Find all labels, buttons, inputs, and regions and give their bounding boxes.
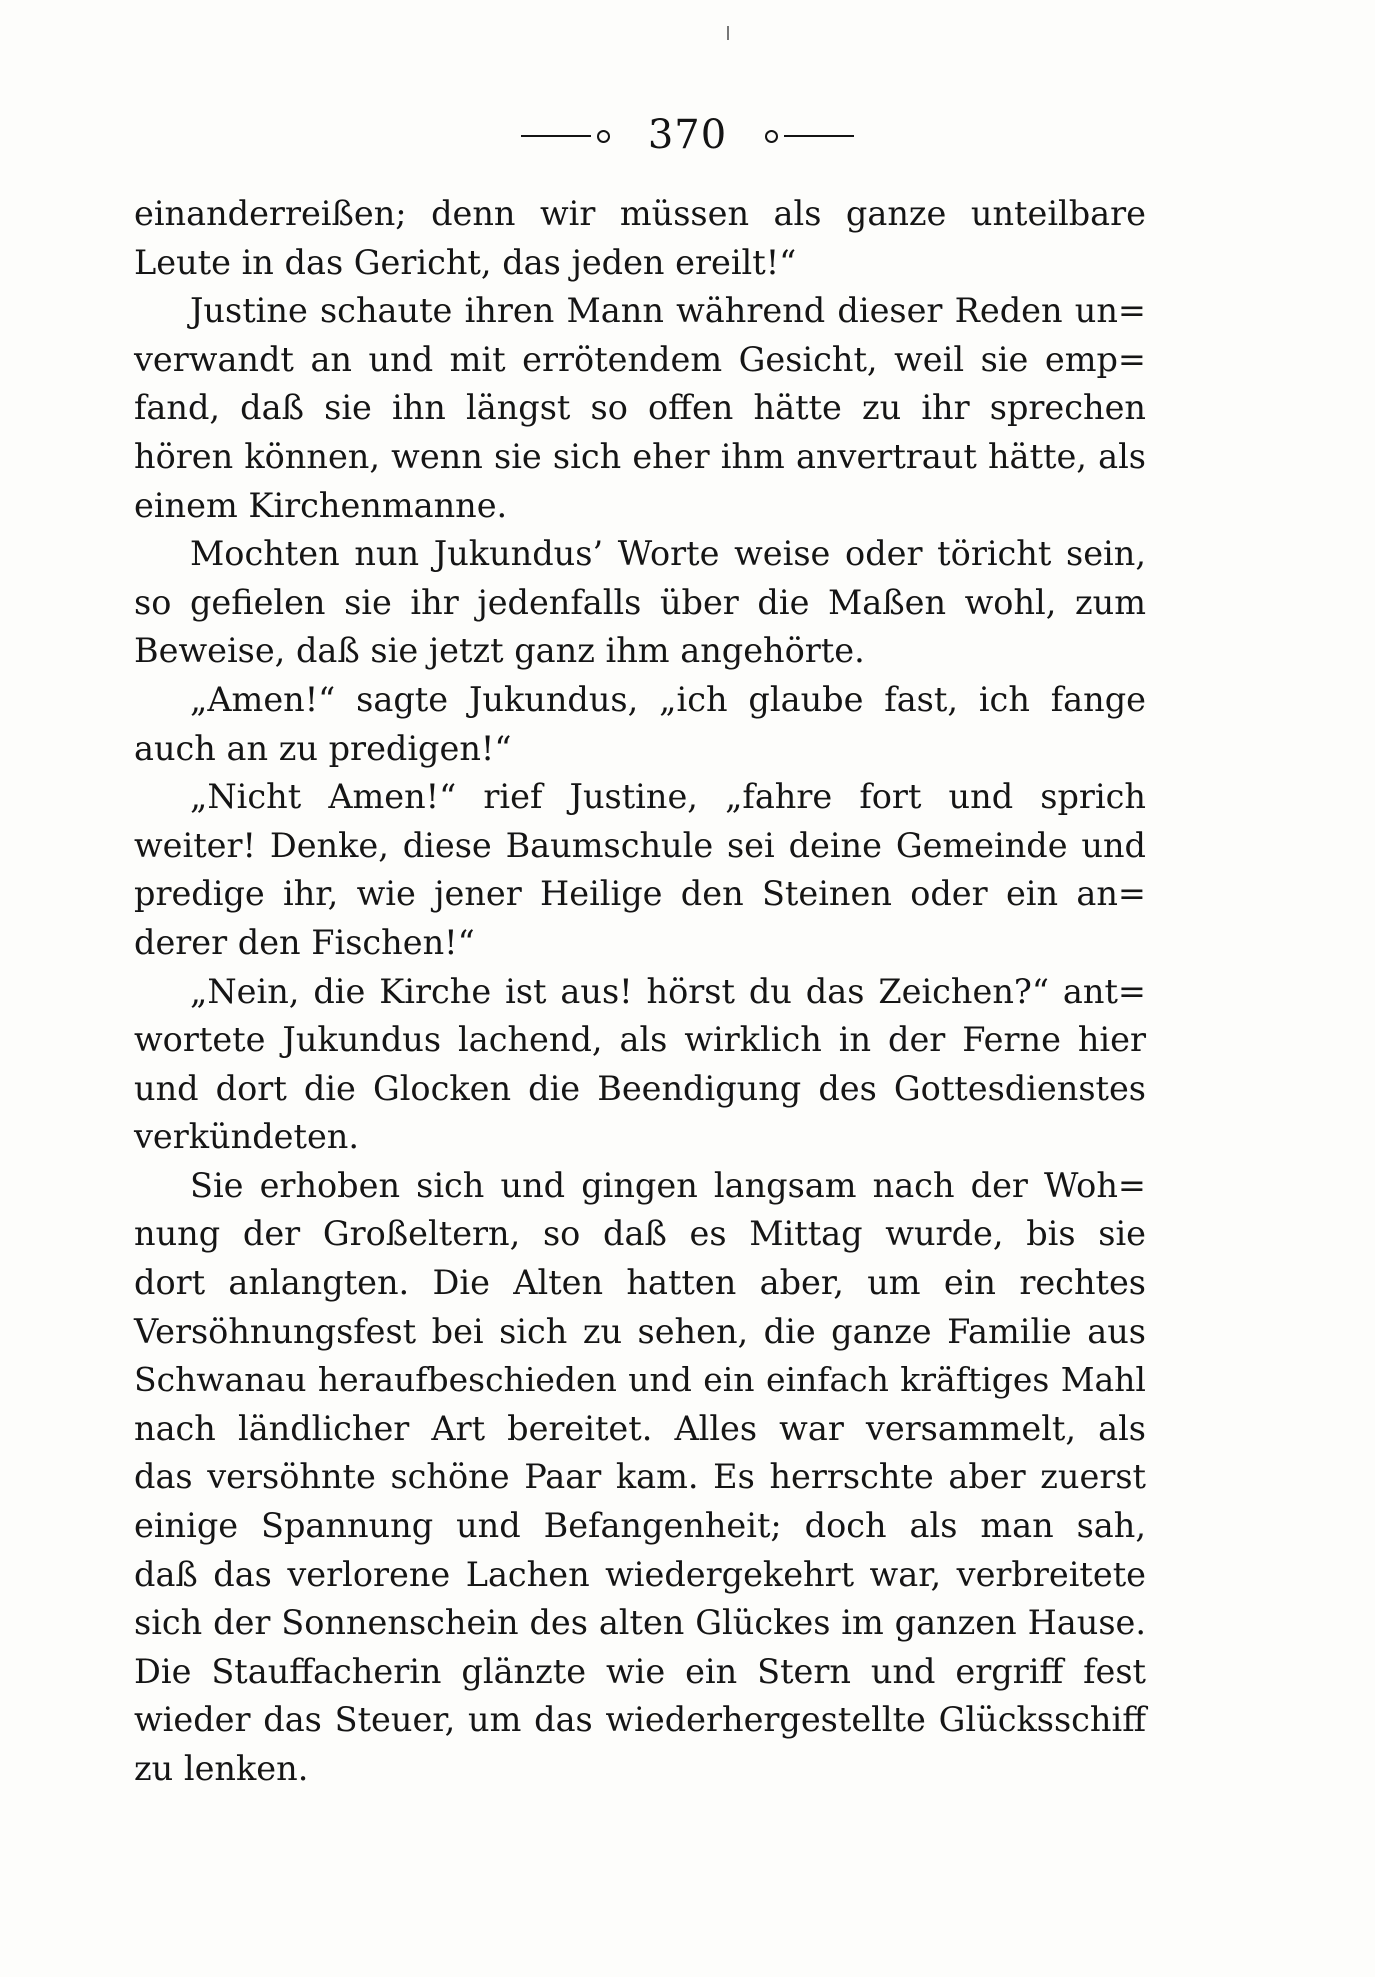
text-line: einige Spannung und Befangenheit; doch als man sah,	[134, 1506, 1146, 1546]
text-line: einem Kirchenmanne.	[134, 485, 508, 525]
text-line: Versöhnungsfest bei sich zu sehen, die ganze Familie aus	[134, 1311, 1146, 1351]
text-line: sich der Sonnenschein des alten Glückes im ganzen Hause.	[134, 1603, 1146, 1643]
text-line: wieder das Steuer, um das wiederhergestellte Glücksschiff	[134, 1700, 1146, 1740]
text-line: „Nein, die Kirche ist aus! hörst du das Zeichen?“ ant=	[190, 971, 1146, 1011]
header-rule-right	[784, 135, 854, 137]
header-rule-left	[521, 135, 591, 137]
page-number: 370	[647, 112, 728, 158]
text-line: dort anlangten. Die Alten hatten aber, um ein rechtes	[134, 1263, 1146, 1303]
text-line: Beweise, daß sie jetzt ganz ihm angehörte.	[134, 631, 865, 671]
text-line: nung der Großeltern, so daß es Mittag wurde, bis sie	[134, 1214, 1146, 1254]
text-line: so gefielen sie ihr jedenfalls über die Maßen wohl, zum	[134, 582, 1146, 622]
text-line: Sie erhoben sich und gingen langsam nach der Woh=	[190, 1165, 1146, 1205]
text-line: hören können, wenn sie sich eher ihm anvertraut hätte, als	[134, 436, 1146, 476]
text-line: verwandt an und mit errötendem Gesicht, weil sie emp=	[134, 339, 1146, 379]
header-ornament-left	[597, 130, 610, 143]
text-line: wortete Jukundus lachend, als wirklich in der Ferne hier	[134, 1020, 1146, 1060]
header-ornament-right	[765, 130, 778, 143]
text-line: daß das verlorene Lachen wiedergekehrt war, verbreitete	[134, 1554, 1146, 1594]
text-line: derer den Fischen!“	[134, 922, 475, 962]
text-line: fand, daß sie ihn längst so offen hätte zu ihr sprechen	[134, 388, 1146, 428]
text-line: „Nicht Amen!“ rief Justine, „fahre fort und sprich	[190, 777, 1146, 817]
text-line: Leute in das Gericht, das jeden ereilt!“	[134, 242, 797, 282]
text-line: das versöhnte schöne Paar kam. Es herrschte aber zuerst	[134, 1457, 1146, 1497]
text-line: predige ihr, wie jener Heilige den Steinen oder ein an=	[134, 874, 1146, 914]
text-line: weiter! Denke, diese Baumschule sei deine Gemeinde und	[134, 825, 1146, 865]
body-text	[134, 190, 1146, 1794]
print-speck	[727, 26, 729, 40]
text-line: nach ländlicher Art bereitet. Alles war versammelt, als	[134, 1408, 1146, 1448]
text-line: Justine schaute ihren Mann während dieser Reden un=	[190, 291, 1146, 331]
text-line: einanderreißen; denn wir müssen als ganze unteilbare	[134, 194, 1146, 233]
text-line: Schwanau heraufbeschieden und ein einfach kräftiges Mahl	[134, 1360, 1146, 1400]
page-header	[0, 112, 1375, 158]
text-line: verkündeten.	[134, 1117, 359, 1157]
text-line: Mochten nun Jukundus’ Worte weise oder töricht sein,	[190, 534, 1146, 574]
text-line: Die Stauffacherin glänzte wie ein Stern und ergriff fest	[134, 1651, 1146, 1691]
text-line: zu lenken.	[134, 1749, 309, 1788]
text-line: „Amen!“ sagte Jukundus, „ich glaube fast, ich fange	[190, 679, 1146, 719]
text-line: und dort die Glocken die Beendigung des Gottesdienstes	[134, 1068, 1146, 1108]
text-line: auch an zu predigen!“	[134, 728, 512, 768]
